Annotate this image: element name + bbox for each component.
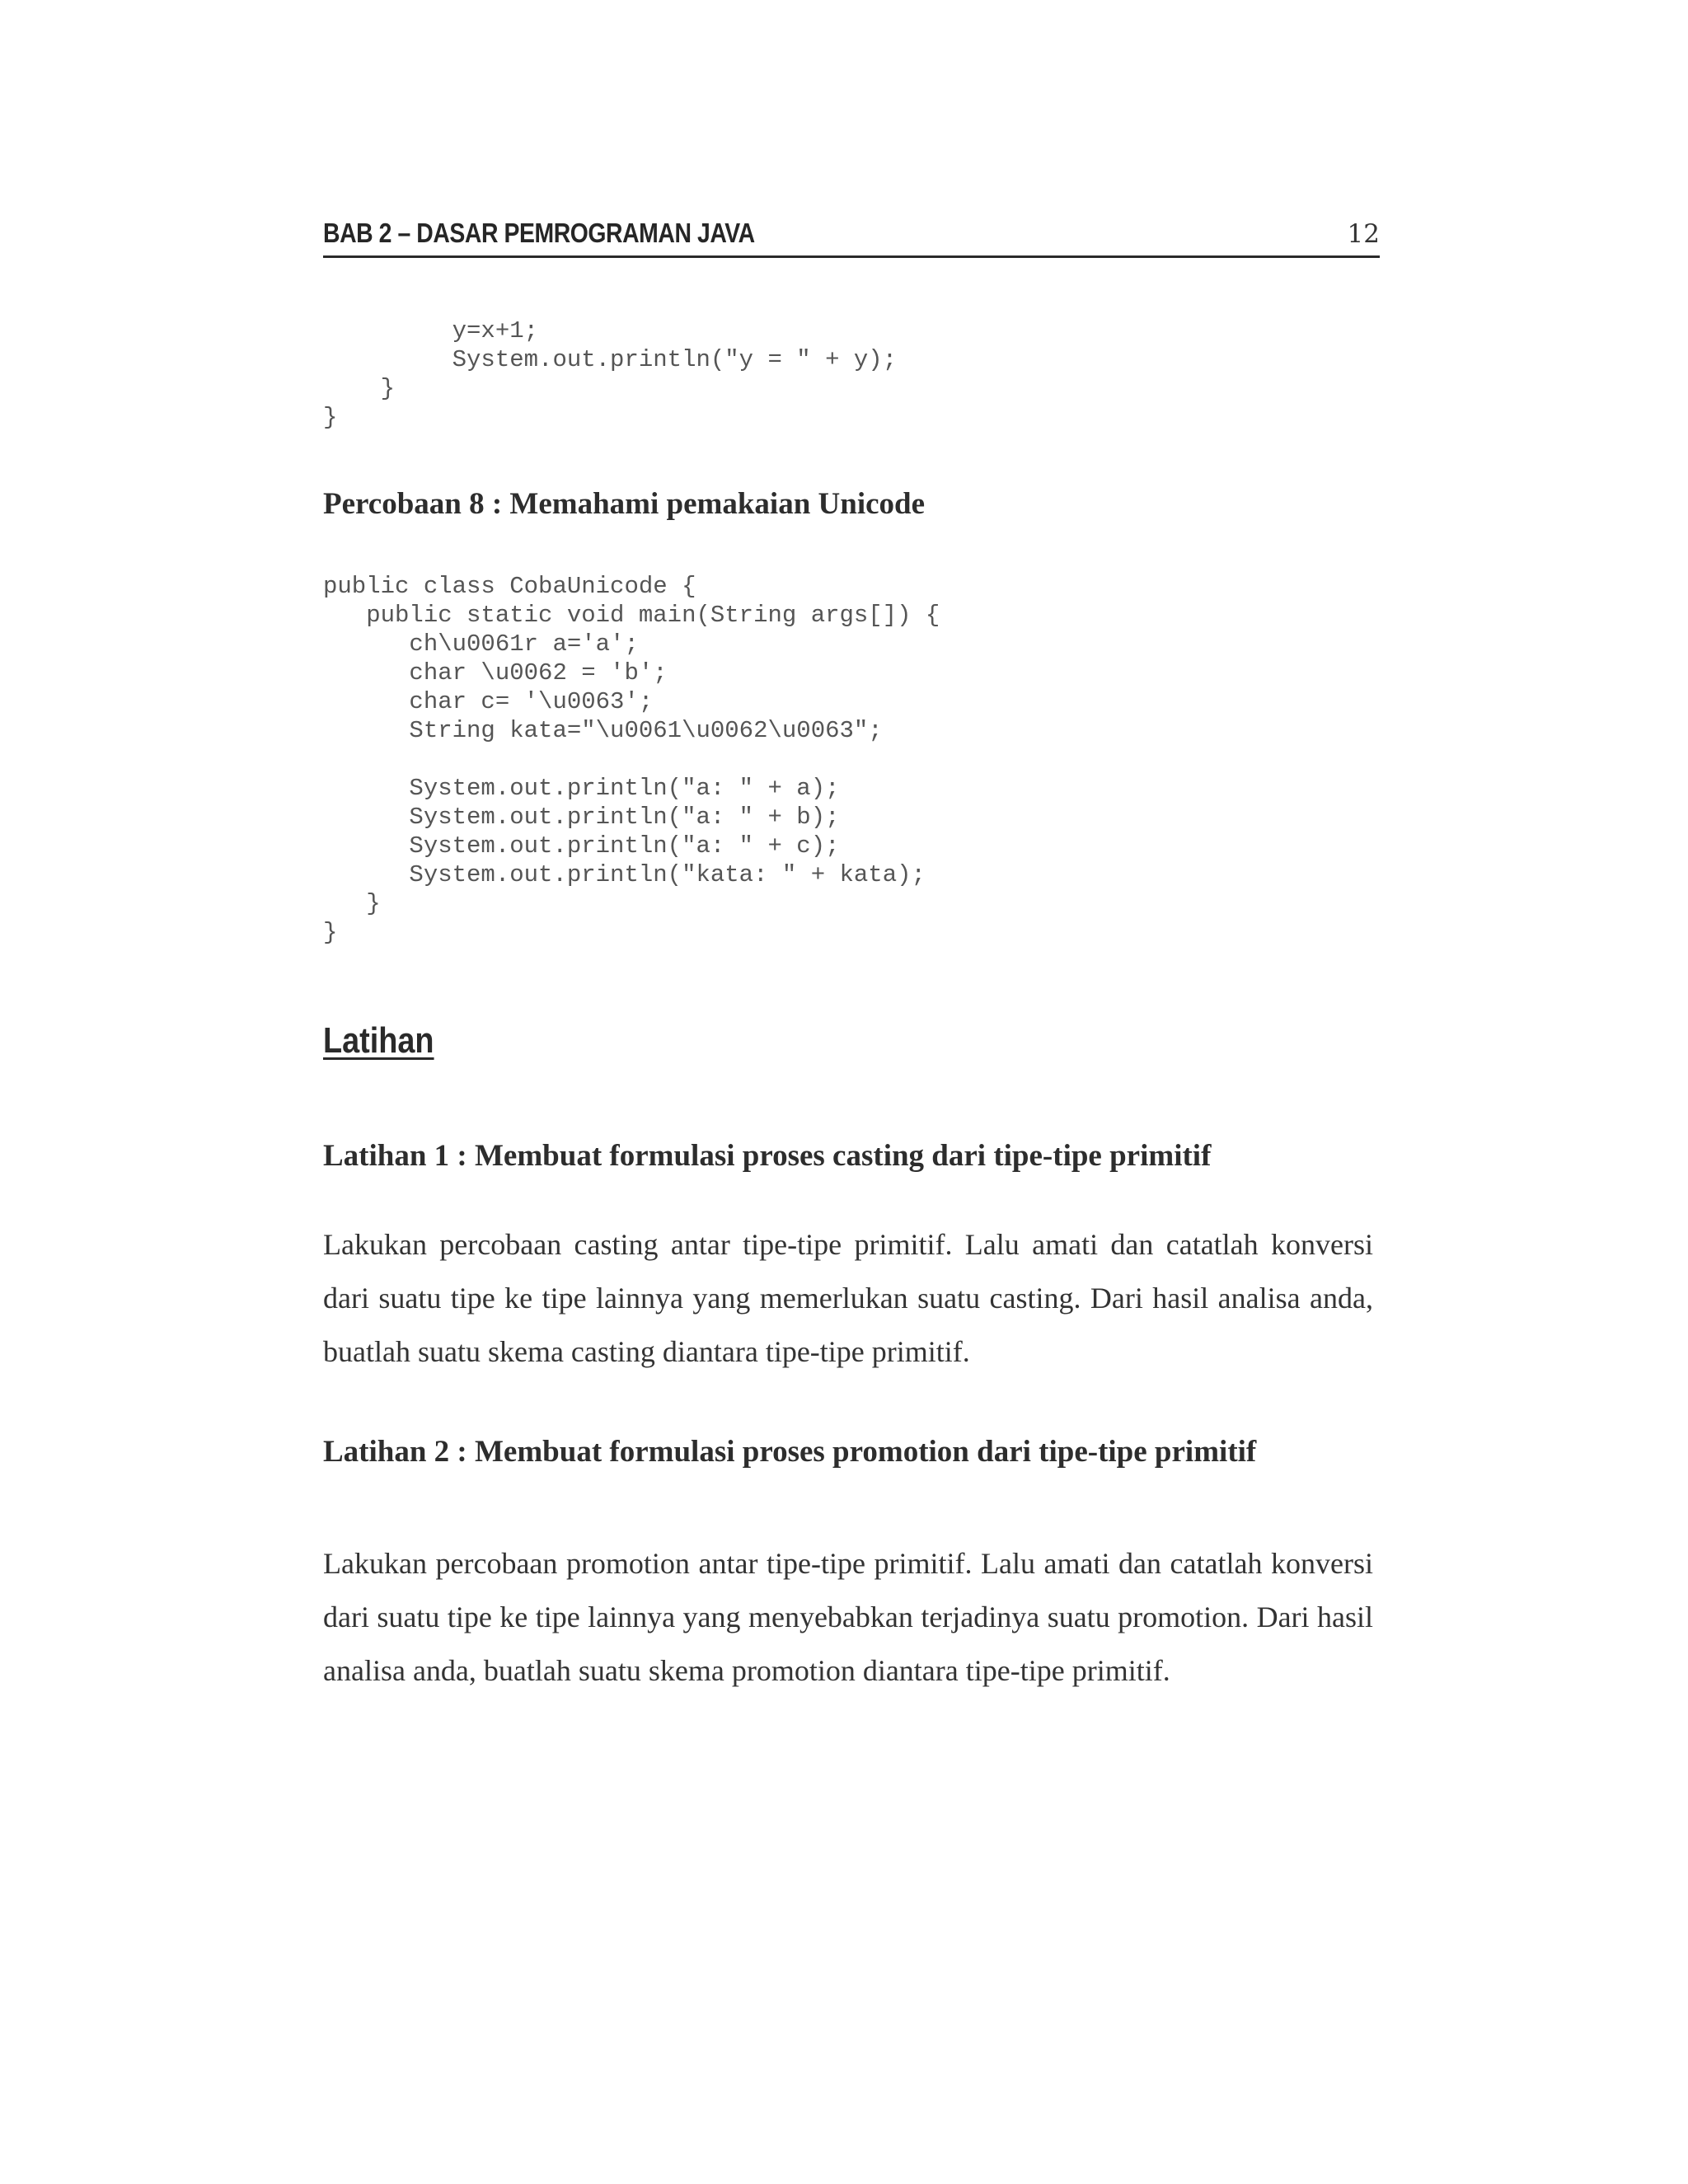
latihan-1-title: Latihan 1 : Membuat formulasi proses casting dari tipe-tipe primitif — [323, 1139, 1212, 1173]
code-block-coba-unicode: public class CobaUnicode { public static void main(String args[]) { ch\u0061r a='a'; char \u0062 = 'b'; char c= '\u0063'; String kata="\u0061\u0062\u0063"; System.out.println("a: " + a); System.out.println("a: " + b); System.out.println("a: " + c); System.out.println("kata: " + kata); } } — [323, 573, 940, 946]
latihan-heading: Latihan — [323, 1020, 434, 1061]
latihan-2-title: Latihan 2 : Membuat formulasi proses promotion dari tipe-tipe primitif — [323, 1435, 1257, 1469]
code-block-continuation: y=x+1; System.out.println("y = " + y); } } — [323, 317, 898, 431]
page-number: 12 — [1347, 219, 1380, 249]
chapter-title: BAB 2 – DASAR PEMROGRAMAN JAVA — [323, 218, 755, 248]
latihan-2-paragraph: Lakukan percobaan promotion antar tipe-tipe primitif. Lalu amati dan catatlah konversi dari suatu tipe ke tipe lainnya yang menyebabkan terjadinya suatu promotion. Dari hasil analisa anda, buatlah suatu skema promotion diantara tipe-tipe primitif. — [323, 1547, 1373, 1687]
percobaan-8-title: Percobaan 8 : Memahami pemakaian Unicode — [323, 487, 926, 521]
latihan-1-paragraph: Lakukan percobaan casting antar tipe-tipe primitif. Lalu amati dan catatlah konversi dari suatu tipe ke tipe lainnya yang memerlukan suatu casting. Dari hasil analisa anda, buatlah suatu skema casting diantara tipe-tipe primitif. — [323, 1228, 1373, 1368]
page-header — [323, 218, 1380, 258]
